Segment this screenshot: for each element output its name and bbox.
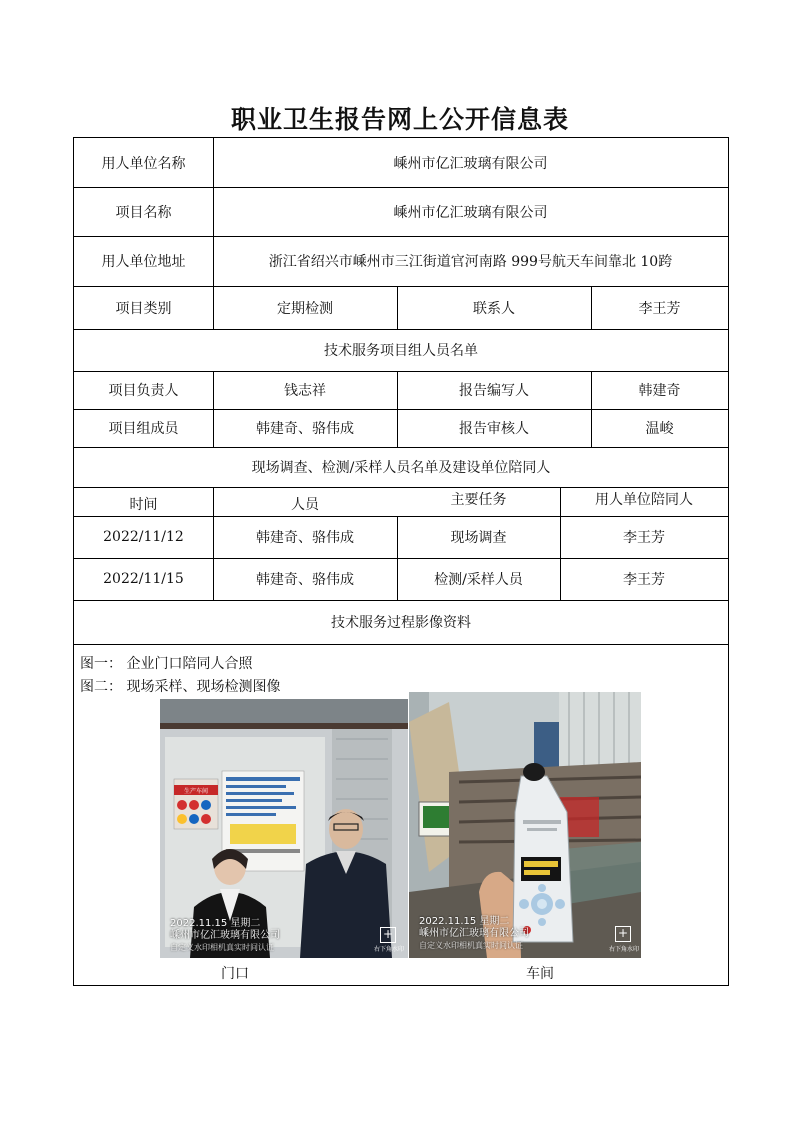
project-name-value: 嵊州市亿汇玻璃有限公司 [393,204,548,221]
sign-text: 生产车间 [183,788,209,795]
col-header-date: 时间 [129,497,158,513]
photo-caption-workshop: 车间 [526,966,554,982]
project-type-label: 项目类别 [115,300,172,317]
leader-value: 钱志祥 [284,383,326,399]
leader-label: 项目负责人 [108,383,179,399]
figure-note-2: 图二： 现场采样、现场检测图像 [80,679,281,695]
survey-row-people: 韩建奇、骆伟成 [256,572,354,588]
survey-row-date: 2022/11/12 [103,529,184,545]
contact-value: 李王芳 [638,300,681,317]
address-value: 浙江省绍兴市嵊州市三江街道官河南路 999号航天车间靠北 10跨 [268,254,673,270]
reviewer-label: 报告审核人 [459,421,529,437]
watermark-date: 2022.11.15 星期二 [170,918,261,929]
images-header: 技术服务过程影像资料 [331,615,471,631]
project-type-value: 定期检测 [277,300,333,317]
watermark-corner-label: 右下角水印 [374,946,405,953]
survey-row-task: 检测/采样人员 [434,572,523,588]
members-label: 项目组成员 [108,421,179,437]
watermark-plus-icon: + [380,927,396,943]
survey-row-escort: 李王芳 [623,530,665,546]
writer-label: 报告编写人 [459,383,529,399]
survey-row-date: 2022/11/15 [103,571,184,587]
reviewer-value: 温峻 [645,421,674,437]
page-title: 职业卫生报告网上公开信息表 [230,105,569,134]
figure-note-1: 图一： 企业门口陪同人合照 [80,656,253,672]
team-header: 技术服务项目组人员名单 [324,343,478,359]
survey-row-task: 现场调查 [450,530,507,546]
col-header-task: 主要任务 [450,492,507,508]
col-header-people: 人员 [291,497,319,513]
watermark-verify: 自定义水印相机真实时间认证 [170,943,274,952]
watermark-company: 嵊州市亿汇玻璃有限公司 [419,928,529,939]
watermark-plus-icon: + [615,926,631,942]
survey-header: 现场调查、检测/采样人员名单及建设单位陪同人 [251,460,551,476]
entrance-photo [160,699,408,958]
contact-label: 联系人 [473,300,515,317]
writer-value: 韩建奇 [638,383,681,399]
watermark-corner-label: 右下角水印 [609,946,640,953]
workshop-photo [409,692,641,958]
employer-value: 嵊州市亿汇玻璃有限公司 [393,155,548,172]
project-name-label: 项目名称 [115,204,172,221]
address-label: 用人单位地址 [101,254,186,270]
survey-row-people: 韩建奇、骆伟成 [256,530,354,546]
employer-label: 用人单位名称 [101,155,186,172]
watermark-verify: 自定义水印相机真实时间认证 [419,941,523,950]
col-header-escort: 用人单位陪同人 [595,492,693,508]
survey-row-escort: 李王芳 [623,572,665,588]
watermark-date: 2022.11.15 星期二 [419,916,510,927]
photo-caption-entrance: 门口 [221,966,249,982]
watermark-company: 嵊州市亿汇玻璃有限公司 [170,930,280,941]
row-divider [74,644,728,645]
members-value: 韩建奇、骆伟成 [256,421,354,437]
